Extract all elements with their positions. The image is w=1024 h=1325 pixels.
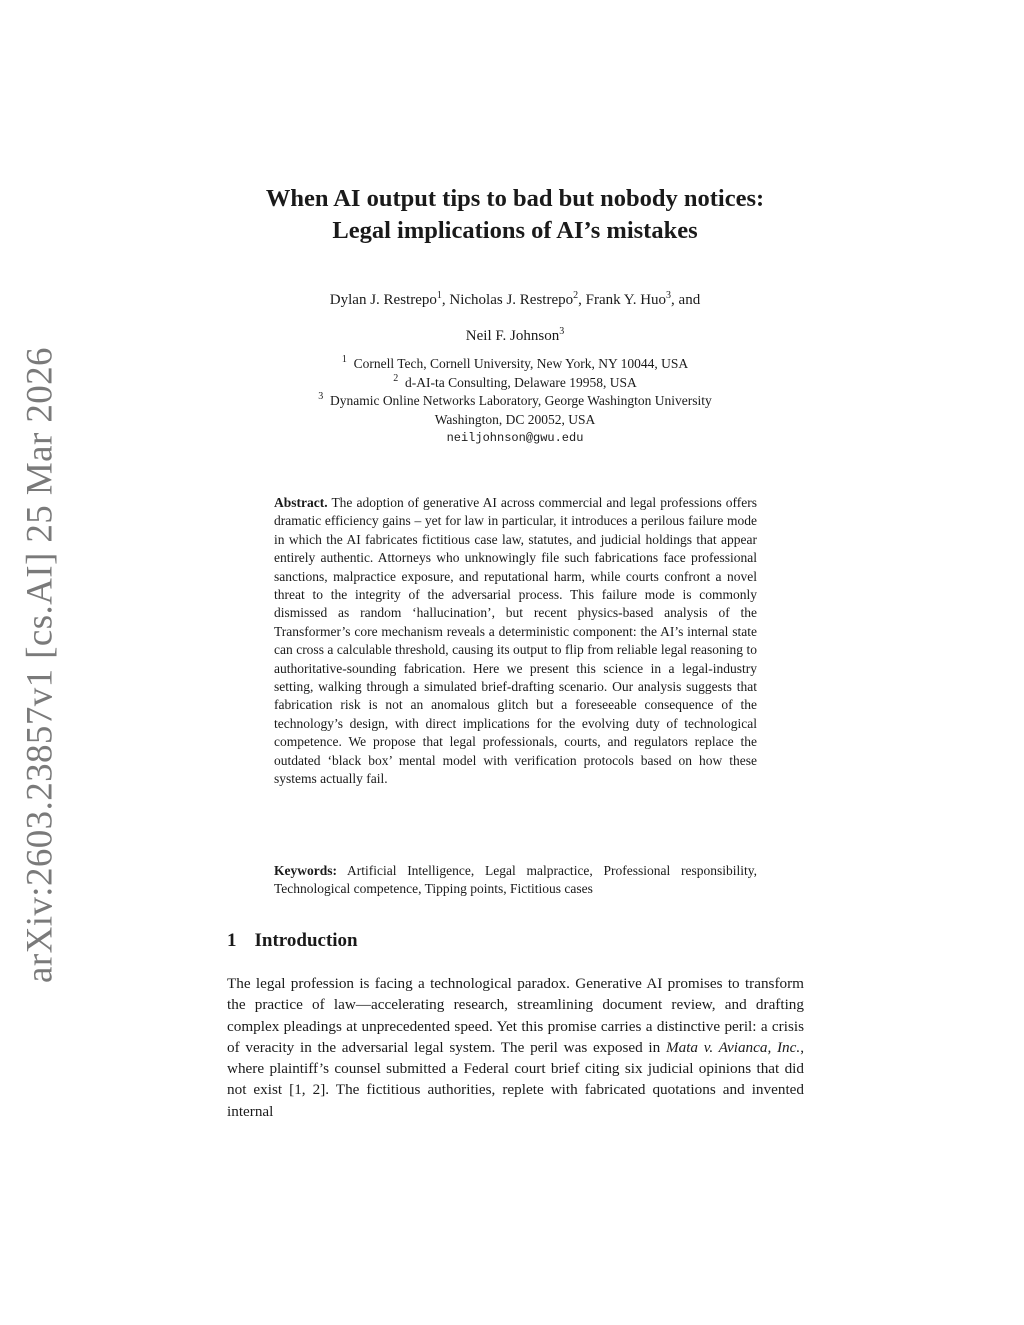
affiliation-item [200, 392, 830, 411]
author-separator: , [441, 292, 450, 308]
arxiv-identifier: arXiv:2603.23857v1 [cs.AI] 25 Mar 2026 [19, 347, 61, 983]
affiliations [200, 355, 830, 448]
paper-title-line-1: When AI output tips to bad but nobody notices: [265, 185, 765, 212]
affiliation-text: Cornell Tech, Cornell University, New York, NY 10044, USA [353, 356, 689, 371]
section-number: 1 [227, 930, 237, 951]
abstract [274, 494, 757, 789]
affiliation-mark: 1 [341, 354, 347, 365]
affiliation-text: d-AI-ta Consulting, Delaware 19958, USA [405, 374, 637, 390]
author-line-2 [200, 318, 830, 354]
affiliation-mark: 2 [393, 372, 399, 384]
author-line-1 [200, 282, 830, 318]
author-name: Neil F. Johnson [465, 328, 560, 344]
section-heading [227, 930, 358, 952]
affiliation-mark: 3 [318, 391, 324, 402]
paper-title-line-2: Legal implications of AI’s mistakes [332, 217, 698, 244]
arxiv-sidebar-stamp [0, 0, 61, 983]
affiliation-item [200, 355, 830, 374]
case-citation: Mata v. Avianca, Inc. [665, 1038, 801, 1056]
contact-email: neiljohnson@gwu.edu [446, 431, 584, 445]
author-name: Nicholas J. Restrepo [449, 292, 574, 308]
keywords-text: Artificial Intelligence, Legal malpractice, Professional responsibility, Technological competence, Tipping points, Fictitious cases [274, 863, 757, 897]
section-title: Introduction [254, 930, 358, 951]
affiliation-item [200, 374, 830, 393]
author-name: Dylan J. Restrepo [329, 292, 437, 308]
author-affiliation-mark: 3 [666, 290, 672, 301]
affiliation-text: Dynamic Online Networks Laboratory, George Washington University [329, 393, 712, 408]
intro-text-part-1: The legal profession is facing a technological paradox. Generative AI promises to transform the practice of law—accelerating research, streamlining document review, and drafting complex pleadings at unprecedented speed. Yet this promise carries a distinctive peril: a crisis of veracity in the adversarial legal system. The peril was exposed in [227, 975, 804, 1056]
author-affiliation-mark: 2 [573, 290, 579, 301]
introduction-paragraph [227, 973, 804, 1122]
author-separator: , and [671, 292, 701, 308]
author-list [200, 282, 830, 354]
author-name: Frank Y. Huo [585, 292, 667, 308]
keywords [274, 862, 757, 899]
paper-title [200, 183, 830, 247]
author-affiliation-mark: 3 [559, 326, 565, 337]
keywords-label: Keywords: [274, 863, 337, 878]
intro-text-part-2: , where plaintiff’s counsel submitted a Federal court brief citing six judicial opinions that did not exist [1, 2]. The fictitious authorities, replete with fabricated quotations and invented internal [227, 1038, 804, 1120]
abstract-text: The adoption of generative AI across commercial and legal professions offers dramatic efficiency gains – yet for law in particular, it introduces a perilous failure mode in which the AI fabricates fictitious case law, statutes, and judicial holdings that appear entirely authentic. Attorneys who unknowingly file such fabrications face professional sanctions, malpractice exposure, and reputational harm, while courts confront a novel threat to the integrity of the adversarial process. This failure mode is commonly dismissed as random ‘hallucination’, but recent physics-based analysis of the Transformer’s core mechanism reveals a deterministic component: the AI’s internal state can cross a calculable threshold, causing its output to flip from reliable legal reasoning to authoritative-sounding fabrication. Here we present this science in a legal-industry setting, walking through a simulated brief-drafting scenario. Our analysis suggests that fabrication risk is not an anomalous glitch but a foreseeable consequence of the technology’s design, with direct implications for the evolving duty of technological competence. We propose that legal professionals, courts, and regulators replace the outdated ‘black box’ mental model with verification protocols based on how these systems actually fail. [274, 495, 757, 787]
author-affiliation-mark: 1 [436, 290, 442, 301]
author-separator: , [578, 292, 586, 308]
abstract-label: Abstract. [274, 495, 328, 510]
affiliation-continuation: Washington, DC 20052, USA [434, 411, 596, 427]
